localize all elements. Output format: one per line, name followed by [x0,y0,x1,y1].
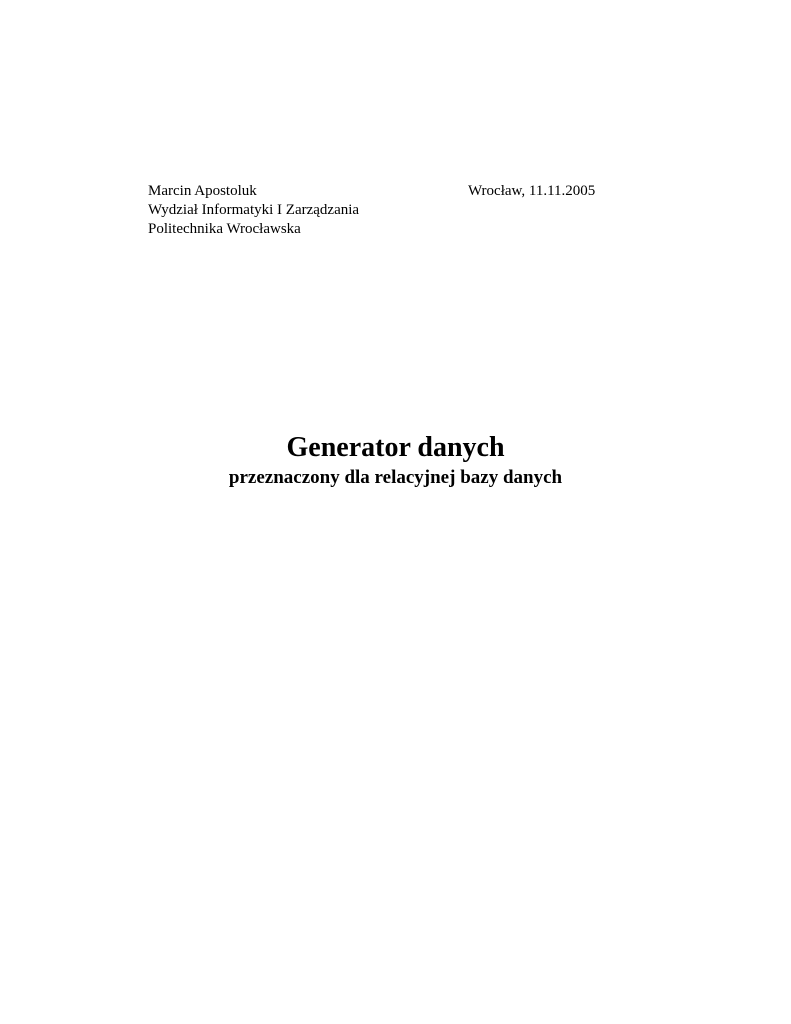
title-block [0,430,791,490]
author-info-block [148,182,359,239]
place-and-date: Wrocław, 11.11.2005 [468,183,596,199]
university-name: Politechnika Wrocławska [148,221,301,237]
document-title: Generator danych [286,432,505,463]
author-name: Marcin Apostoluk [148,183,257,199]
document-subtitle: przeznaczony dla relacyjnej bazy danych [228,467,563,488]
department-name: Wydział Informatyki I Zarządzania [148,202,360,218]
